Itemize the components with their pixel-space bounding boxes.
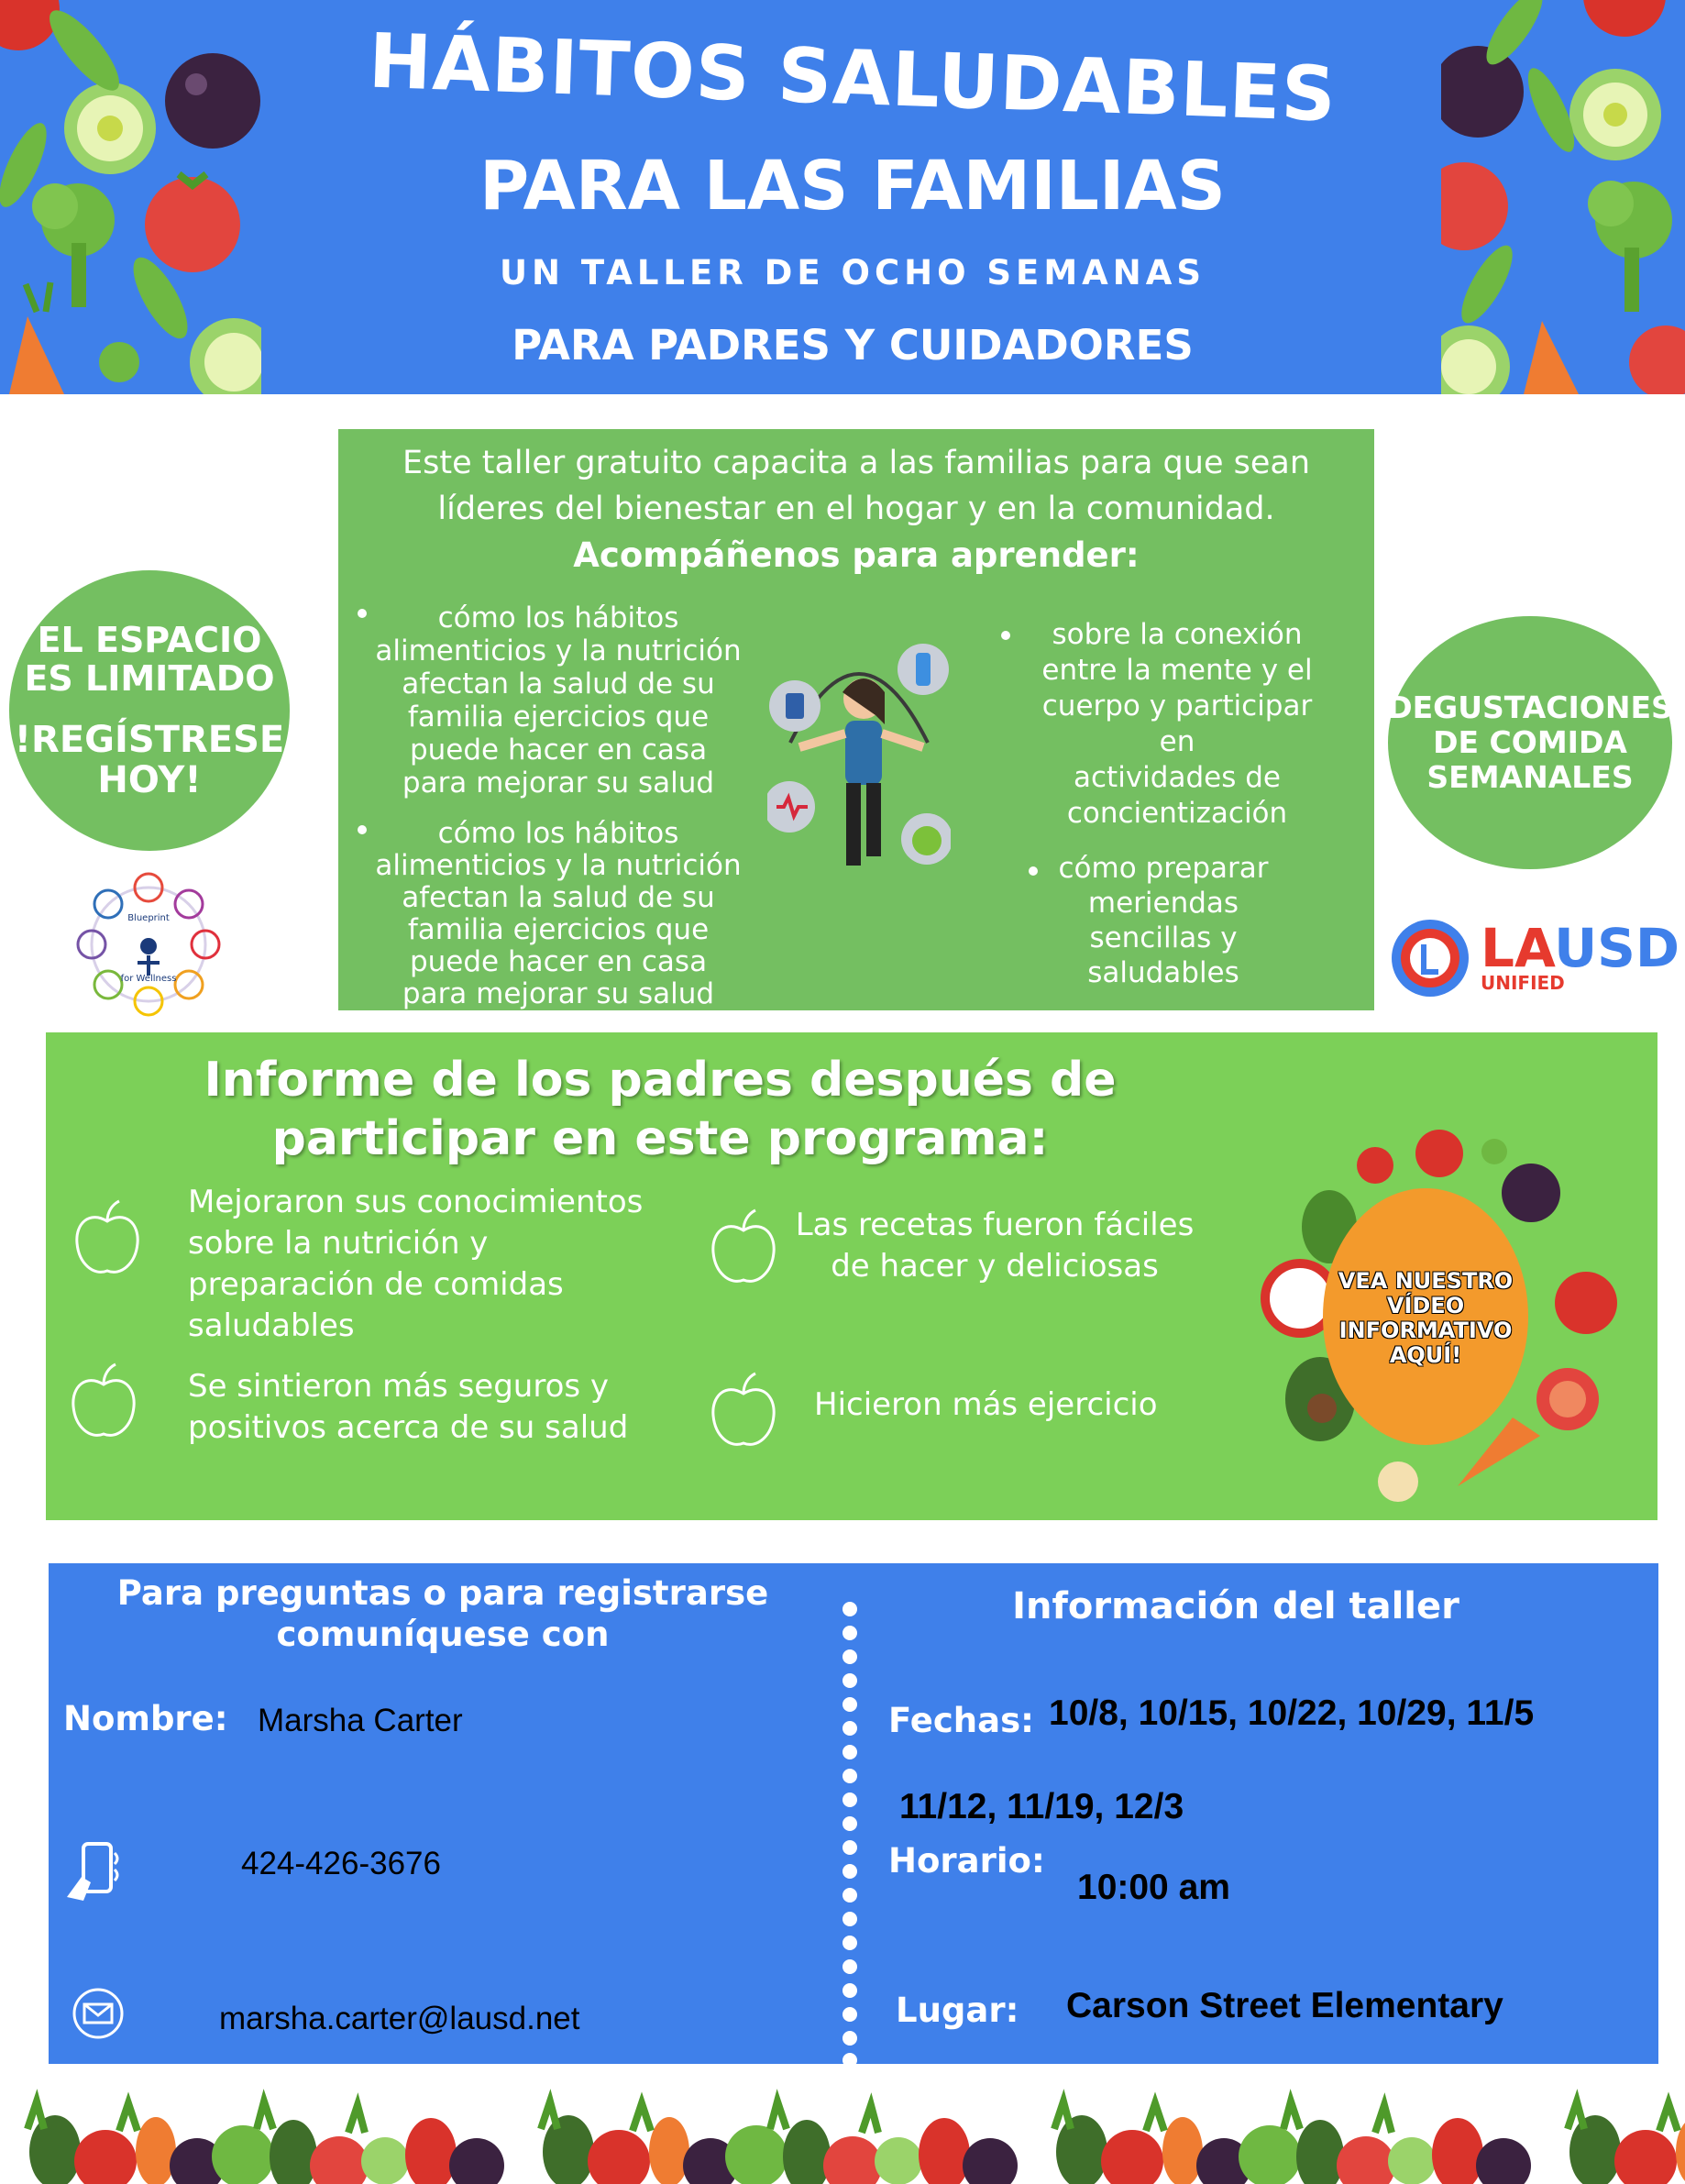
report-item-2-line: positivos acerca de su salud [188,1409,629,1446]
contact-heading [49,1572,837,1655]
right-bullet-1-line: cuerpo y participar en [1041,689,1313,758]
left-bullet-1-line: cómo los hábitos [437,601,679,634]
dates-label: Fechas: [888,1701,1034,1740]
weekly-tasting-badge [1388,616,1672,869]
vegetable-border-bottom [0,2074,1685,2184]
bullet-dot [1029,866,1038,876]
blueprint-line1: Blueprint [127,913,170,923]
vegetable-pattern-left [0,0,261,394]
register-line2: HOY! [97,759,202,801]
right-bullet-1-line: actividades de [1074,761,1281,794]
description-box [338,429,1374,1010]
apple-icon [708,1370,779,1452]
report-item-4-line: Hicieron más ejercicio [814,1386,1158,1423]
right-bullet-2-line: saludables [1087,956,1239,989]
intro-line2: líderes del bienestar en el hogar y en la comunidad. [437,491,1275,527]
header-banner [0,0,1685,394]
divider-dot [842,2053,857,2068]
bullet-dot [358,609,367,618]
apple-icon [72,1197,143,1280]
right-bullet-2 [1053,851,1273,990]
left-bullet-1 [375,601,742,800]
divider-dot [842,1912,857,1926]
tasting-line2: DE COMIDA [1433,724,1627,760]
divider-dot [842,1864,857,1879]
lausd-la: LA [1481,917,1555,979]
video-link-text [1329,1269,1522,1368]
bullet-dot [1001,631,1010,640]
video-line: VÍDEO [1386,1293,1465,1318]
divider-dot [842,1602,857,1616]
dates-line2: 11/12, 11/19, 12/3 [899,1787,1184,1826]
report-item-3 [788,1205,1201,1287]
right-bullet-2-line: meriendas [1087,887,1239,920]
vegetable-pattern-right [1441,0,1685,394]
limited-line1: EL ESPACIO [37,620,262,660]
lausd-unified: UNIFIED [1481,972,1565,994]
right-bullet-1-line: sobre la conexión [1052,618,1303,651]
contact-phone[interactable]: 424-426-3676 [241,1846,441,1881]
divider-dot [842,2007,857,2022]
tasting-line3: SEMANALES [1426,759,1634,795]
contact-section [49,1563,1658,2064]
left-bullet-1-line: afectan la salud de su [402,667,715,700]
report-item-1-line: preparación de comidas [188,1266,564,1303]
workshop-heading: Información del taller [1012,1585,1459,1627]
divider-dot [842,1840,857,1855]
left-bullet-2-line: puede hacer en casa [409,945,708,978]
left-bullet-1-line: para mejorar su salud [402,767,715,800]
left-bullet-2-line: afectan la salud de su [402,881,715,914]
phone-icon [63,1840,122,1906]
limited-space-badge [9,570,290,851]
register-line1: !REGÍSTRESE [14,719,285,761]
divider-dot [842,1888,857,1903]
divider-dot [842,1959,857,1974]
intro-line1: Este taller gratuito capacita a las familias para que sean [402,445,1310,481]
divider-dot [842,1816,857,1831]
time-label: Horario: [888,1841,1045,1881]
divider-dot [842,1769,857,1783]
contact-email[interactable]: marsha.carter@lausd.net [219,2001,580,2036]
subtitle-line1: UN TALLER DE OCHO SEMANAS [499,253,1206,292]
divider-dot [842,1745,857,1759]
right-bullet-1-line: entre la mente y el [1041,654,1313,687]
blueprint-line2: for Wellness [120,974,177,984]
divider-dot [842,2031,857,2046]
blueprint-for-wellness-logo [75,871,222,1018]
right-bullet-2-line: cómo preparar [1058,852,1269,885]
workshop-place: Carson Street Elementary [1066,1986,1503,2025]
contact-heading-line2: comuníquese con [276,1615,610,1654]
video-line: VEA NUESTRO [1338,1268,1514,1294]
report-item-1-line: sobre la nutrición y [188,1225,489,1262]
divider-dot [842,1697,857,1712]
report-item-2-line: Se sintieron más seguros y [188,1368,610,1405]
place-label: Lugar: [896,1991,1019,2030]
report-item-3-line: Las recetas fueron fáciles [795,1207,1195,1243]
parent-report-section [46,1032,1657,1520]
workshop-time: 10:00 am [1077,1868,1230,1907]
report-item-1-line: saludables [188,1307,355,1344]
divider-dot [842,1626,857,1640]
left-bullet-1-line: alimenticios y la nutrición [375,634,742,667]
video-link[interactable] [1238,1124,1623,1509]
divider-dot [842,1673,857,1688]
subtitle-line2: PARA PADRES Y CUIDADORES [512,321,1194,370]
report-item-2 [188,1366,683,1449]
intro-text [338,440,1374,532]
lausd-wordmark [1481,917,1680,979]
divider-dot [842,1792,857,1807]
bullet-dot [358,825,367,834]
dotted-divider [842,1602,857,2060]
report-item-1 [188,1182,683,1347]
left-bullet-2-line: familia ejercicios que [407,913,710,946]
right-bullet-1 [1026,617,1328,832]
dates-line1: 10/8, 10/15, 10/22, 10/29, 11/5 [1049,1693,1535,1733]
report-heading-line2: participar en este programa: [271,1111,1049,1166]
tasting-line1: DEGUSTACIONES [1387,689,1673,725]
left-bullet-2-line: cómo los hábitos [437,817,679,850]
divider-dot [842,1649,857,1664]
video-line: AQUÍ! [1389,1342,1462,1368]
apple-icon [68,1361,139,1443]
contact-heading-line1: Para preguntas o para registrarse [116,1573,769,1613]
report-item-1-line: Mejoraron sus conocimientos [188,1184,644,1220]
divider-dot [842,1936,857,1950]
report-item-4 [814,1384,1199,1426]
left-bullet-2-line: alimenticios y la nutrición [375,849,742,882]
lausd-usd: USD [1554,917,1680,979]
lausd-logo [1389,917,1682,999]
divider-dot [842,1983,857,1998]
name-label: Nombre: [63,1699,228,1738]
video-line: INFORMATIVO [1338,1318,1513,1343]
main-title-line2: PARA LAS FAMILIAS [479,147,1226,226]
apple-icon [708,1207,779,1289]
main-title-line1: HÁBITOS SALUDABLES [367,17,1338,139]
join-heading: Acompáñenos para aprender: [573,535,1140,575]
left-bullet-1-line: familia ejercicios que [407,700,710,734]
divider-dot [842,1721,857,1736]
contact-name: Marsha Carter [258,1703,463,1738]
left-bullet-2-line: para mejorar su salud [402,977,715,1010]
report-item-3-line: de hacer y deliciosas [831,1248,1159,1285]
right-bullet-2-line: sencillas y [1089,921,1238,954]
email-icon [72,1987,125,2040]
right-bullet-1-line: concientización [1066,797,1288,830]
limited-line2: ES LIMITADO [24,658,275,699]
left-bullet-1-line: puede hacer en casa [409,734,708,767]
jump-rope-illustration [767,642,951,899]
left-bullet-2 [375,818,742,1010]
report-heading-line1: Informe de los padres después de [204,1053,1117,1108]
